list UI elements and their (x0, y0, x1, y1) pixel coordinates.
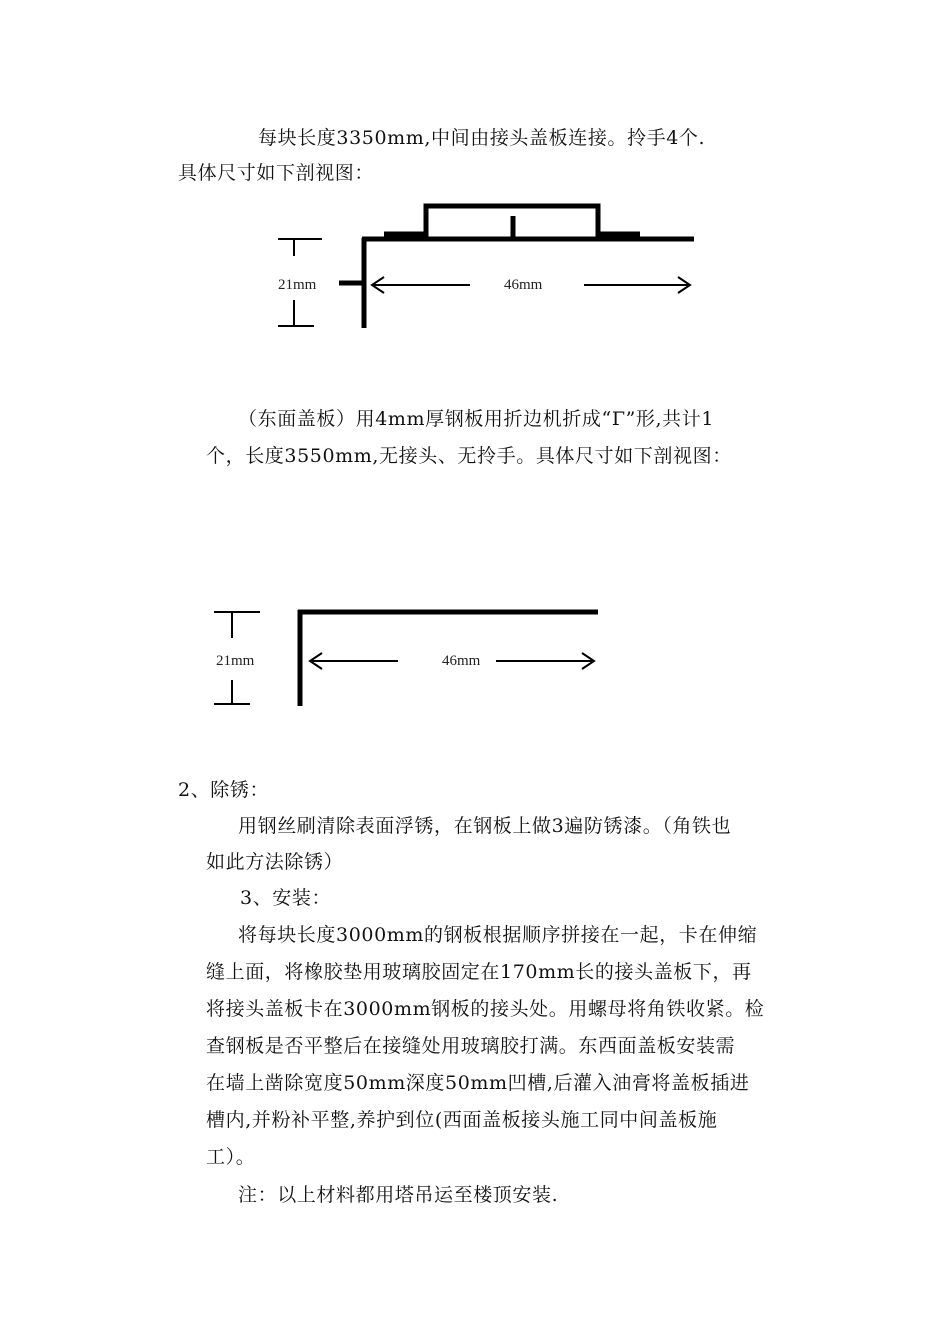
section-2-line-2: 如此方法除锈） (206, 851, 344, 873)
cross-section-diagram-middle (0, 190, 950, 350)
section-3-line-7: 工）。 (206, 1146, 256, 1168)
east-cover-line-1: （东面盖板）用4mm厚钢板用折边机折成“Γ”形,共计1 (238, 408, 715, 430)
section-3-heading: 3、安装： (240, 887, 332, 909)
section-3-line-5: 在墙上凿除宽度50mm深度50mm凹槽,后灌入油膏将盖板插进 (206, 1072, 750, 1094)
width-dim-label: 46mm (442, 653, 481, 669)
height-dim-label: 21mm (216, 653, 255, 669)
note-line: 注：以上材料都用塔吊运至楼顶安装. (238, 1184, 559, 1206)
section-2-heading: 2、除锈： (178, 779, 270, 801)
east-cover-line-2: 个，长度3550mm,无接头、无拎手。具体尺寸如下剖视图： (206, 445, 732, 467)
section-3-line-3: 将接头盖板卡在3000mm钢板的接头处。用螺母将角铁收紧。检 (206, 998, 765, 1020)
intro-line-1: 每块长度3350mm,中间由接头盖板连接。拎手4个. (258, 127, 706, 149)
height-dim-label: 21mm (278, 277, 317, 293)
section-3-line-2: 缝上面，将橡胶垫用玻璃胶固定在170mm长的接头盖板下，再 (206, 961, 752, 983)
intro-line-2: 具体尺寸如下剖视图： (178, 162, 375, 184)
section-3-line-4: 查钢板是否平整后在接缝处用玻璃胶打满。东西面盖板安装需 (206, 1035, 736, 1057)
section-3-line-6: 槽内,并粉补平整,养护到位(西面盖板接头施工同中间盖板施 (206, 1109, 718, 1131)
cross-section-diagram-east (0, 600, 950, 720)
section-2-line-1: 用钢丝刷清除表面浮锈，在钢板上做3遍防锈漆。（角铁也 (238, 815, 732, 837)
width-dim-label: 46mm (504, 277, 543, 293)
section-3-line-1: 将每块长度3000mm的钢板根据顺序拼接在一起，卡在伸缩 (238, 924, 758, 946)
